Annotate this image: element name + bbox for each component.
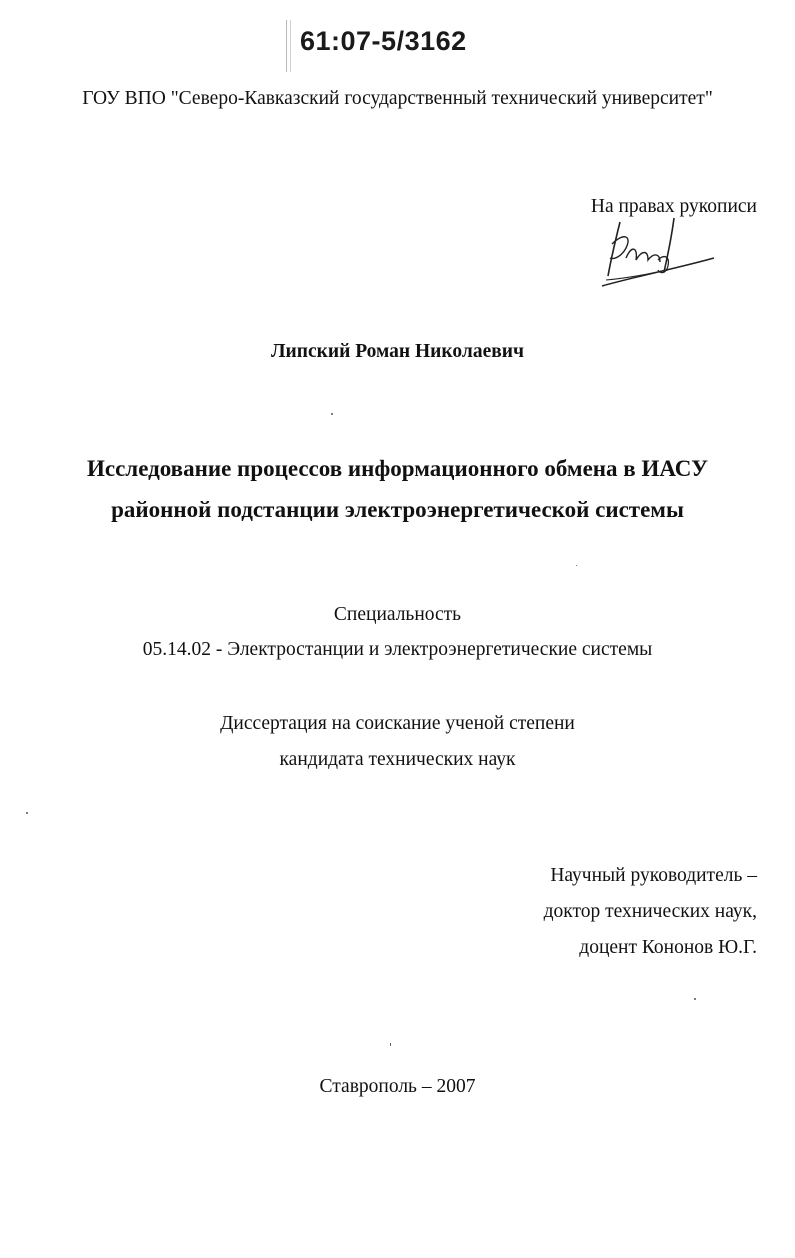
scan-mark-left <box>286 20 287 72</box>
supervisor-block <box>544 858 757 966</box>
scan-speck <box>576 565 577 566</box>
degree-line: Диссертация на соискание ученой степени <box>220 713 575 734</box>
catalog-number: 61:07-5/3162 <box>300 26 467 56</box>
manuscript-rights: На правах рукописи <box>590 196 757 217</box>
author-name: Липский Роман Николаевич <box>270 341 525 362</box>
scan-speck <box>26 812 28 814</box>
city-year: Ставрополь – 2007 <box>319 1076 476 1097</box>
specialty-label: Специальность <box>333 604 462 625</box>
degree-line: кандидата технических наук <box>279 749 516 770</box>
title-line: районной подстанции электроэнергетической системы <box>111 497 684 522</box>
scan-speck <box>331 413 333 415</box>
supervisor-line: Научный руководитель – <box>550 865 757 886</box>
author-signature <box>598 214 718 290</box>
scan-speck <box>390 1043 391 1046</box>
scan-speck <box>694 998 696 1000</box>
title-line: Исследование процессов информационного обмена в ИАСУ <box>87 456 708 481</box>
supervisor-line: доктор технических наук, <box>543 901 757 922</box>
dissertation-title <box>0 448 795 530</box>
university-name: ГОУ ВПО "Северо-Кавказский государственный технический университет" <box>82 88 713 109</box>
specialty-code: 05.14.02 - Электростанции и электроэнергетические системы <box>142 639 653 660</box>
scan-mark-right <box>290 20 291 72</box>
supervisor-line: доцент Кононов Ю.Г. <box>579 937 757 958</box>
